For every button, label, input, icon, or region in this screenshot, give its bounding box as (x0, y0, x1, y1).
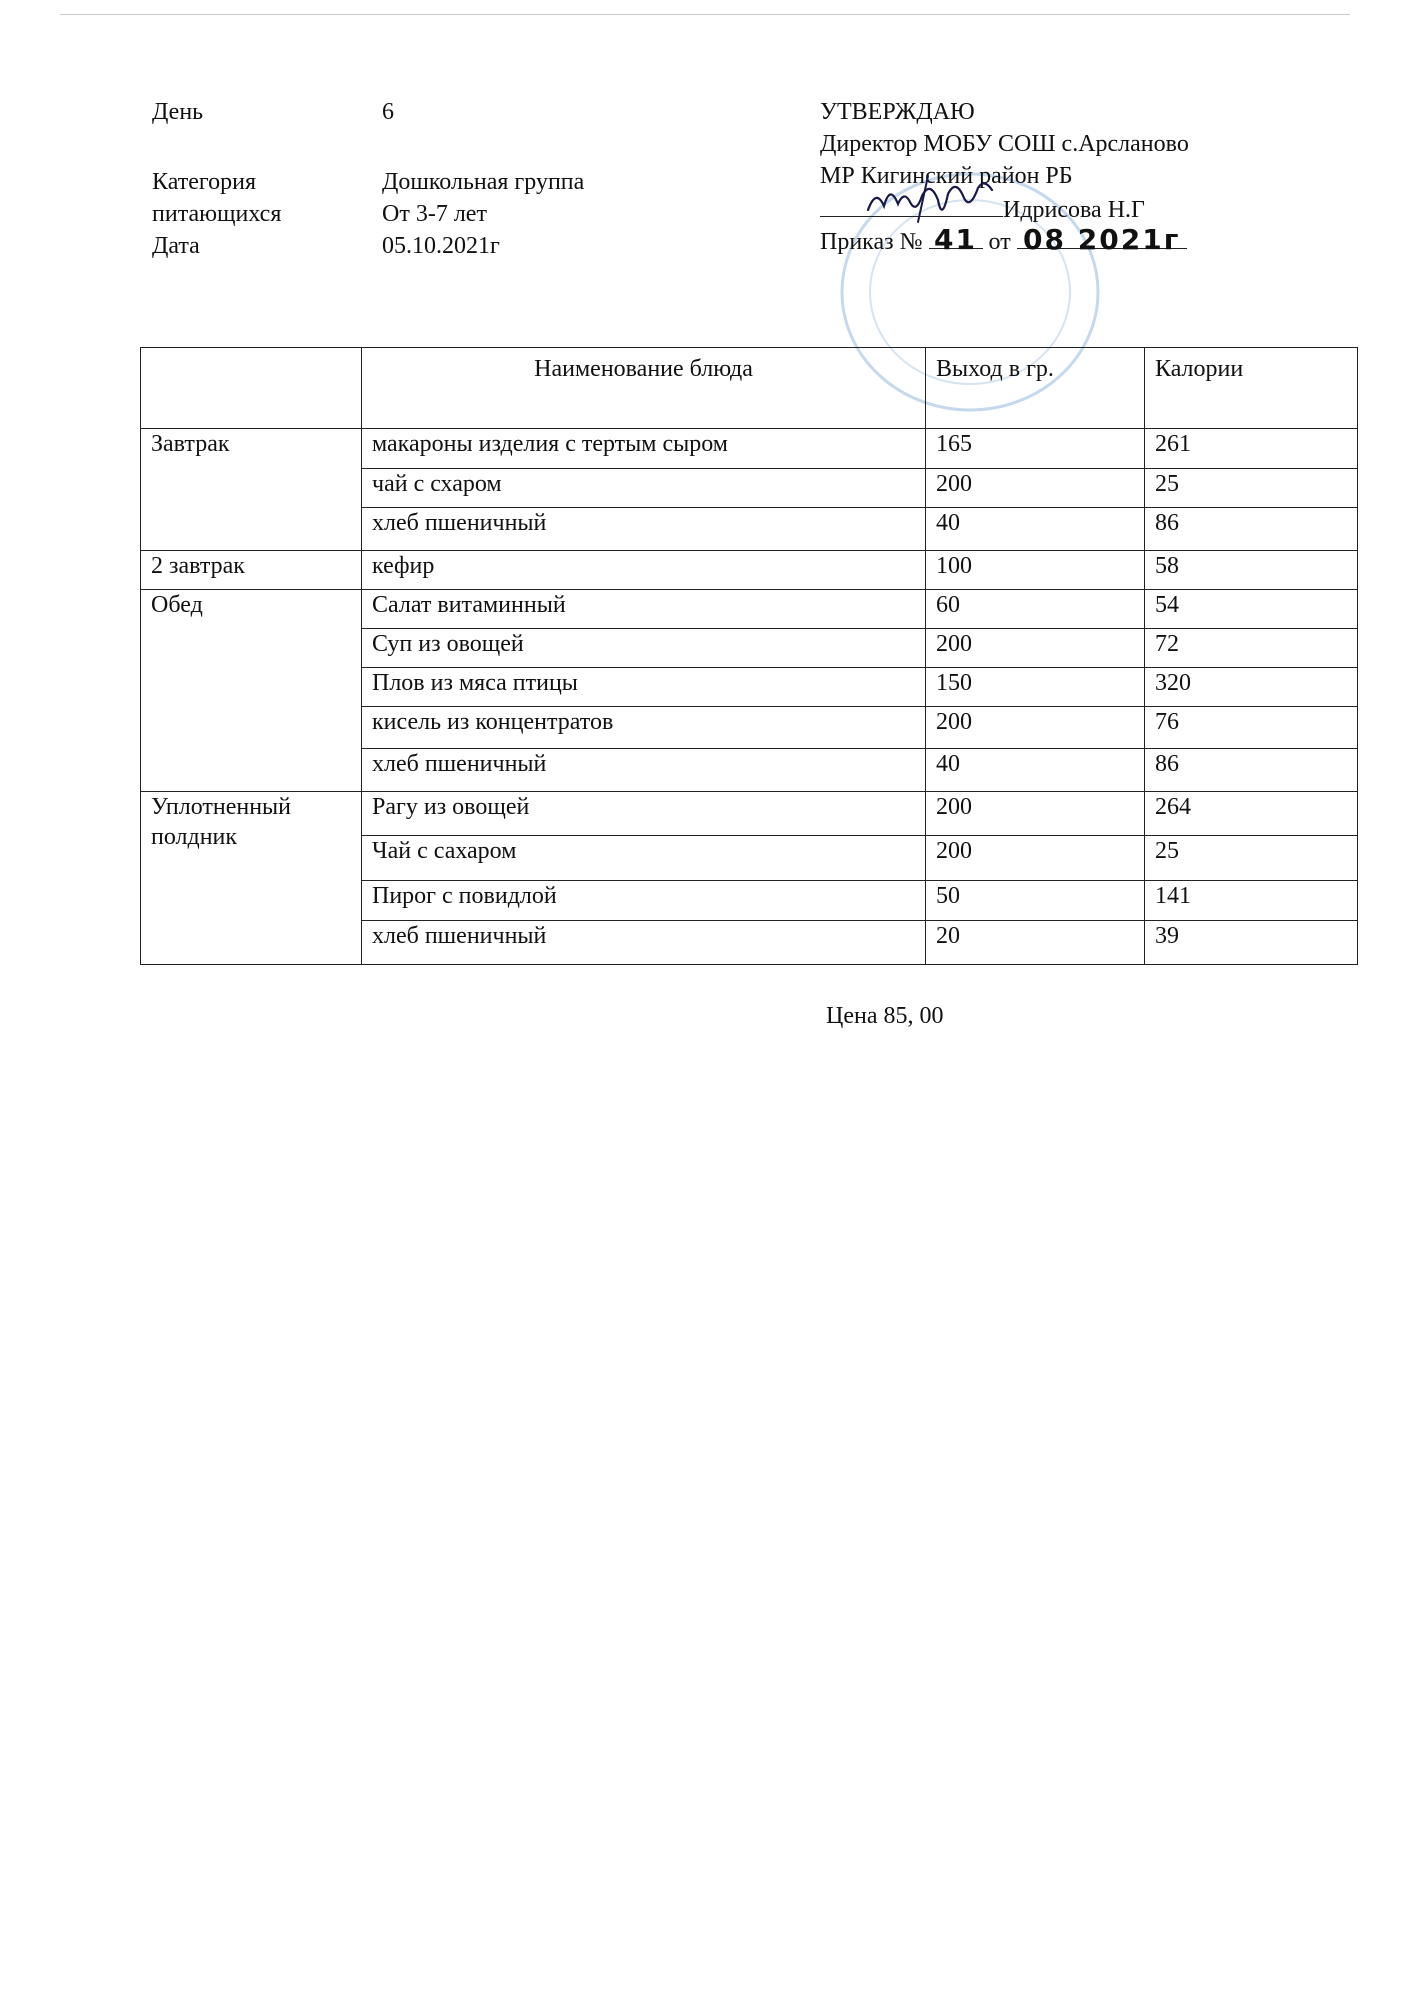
table-header-row (141, 348, 1358, 429)
price: Цена 85, 00 (826, 1003, 944, 1029)
dish-calories: 76 (1145, 707, 1358, 749)
header-meal (141, 348, 362, 429)
meal-name: Завтрак (141, 429, 362, 551)
meal-name: Обед (141, 590, 362, 792)
dish-weight: 150 (926, 668, 1145, 707)
header-calories: Калории (1145, 348, 1358, 429)
order-date: 08 2021г (1017, 224, 1187, 249)
dish-calories: 141 (1145, 881, 1358, 921)
dish-name: Суп из овощей (362, 629, 926, 668)
category-value-line2: От 3-7 лет (382, 201, 487, 227)
dish-calories: 264 (1145, 792, 1358, 836)
dish-name: хлеб пшеничный (362, 921, 926, 965)
category-label-line2: питающихся (152, 201, 282, 227)
dish-weight: 60 (926, 590, 1145, 629)
scan-edge-line (60, 14, 1350, 15)
table-row (141, 792, 1358, 836)
approval-title: УТВЕРЖДАЮ (820, 99, 975, 125)
dish-weight: 200 (926, 469, 1145, 508)
day-value: 6 (382, 99, 394, 125)
dish-name: кисель из концентратов (362, 707, 926, 749)
table-row (141, 590, 1358, 629)
dish-weight: 200 (926, 629, 1145, 668)
dish-calories: 261 (1145, 429, 1358, 469)
dish-calories: 39 (1145, 921, 1358, 965)
dish-name: Чай с сахаром (362, 836, 926, 881)
dish-name: хлеб пшеничный (362, 749, 926, 792)
dish-name: макароны изделия с тертым сыром (362, 429, 926, 469)
table-row (141, 429, 1358, 469)
order-number: 41 (929, 224, 983, 249)
dish-name: хлеб пшеничный (362, 508, 926, 551)
dish-weight: 200 (926, 792, 1145, 836)
dish-name: чай с схаром (362, 469, 926, 508)
header-weight: Выход в гр. (926, 348, 1145, 429)
dish-weight: 50 (926, 881, 1145, 921)
signatory-name: Идрисова Н.Г (1003, 197, 1145, 223)
dish-name: Салат витаминный (362, 590, 926, 629)
header-dish: Наименование блюда (362, 348, 926, 429)
meal-name: Уплотненный полдник (141, 792, 362, 965)
date-value: 05.10.2021г (382, 233, 500, 259)
dish-weight: 100 (926, 551, 1145, 590)
dish-weight: 20 (926, 921, 1145, 965)
dish-calories: 86 (1145, 508, 1358, 551)
dish-calories: 58 (1145, 551, 1358, 590)
approval-director: Директор МОБУ СОШ с.Арсланово (820, 131, 1189, 157)
order-from-label: от (988, 229, 1011, 255)
dish-calories: 25 (1145, 836, 1358, 881)
approval-district: МР Кигинский район РБ (820, 163, 1073, 189)
dish-weight: 200 (926, 836, 1145, 881)
dish-name: Рагу из овощей (362, 792, 926, 836)
dish-weight: 200 (926, 707, 1145, 749)
table-row (141, 551, 1358, 590)
dish-name: кефир (362, 551, 926, 590)
dish-calories: 72 (1145, 629, 1358, 668)
dish-weight: 165 (926, 429, 1145, 469)
dish-calories: 320 (1145, 668, 1358, 707)
meal-name: 2 завтрак (141, 551, 362, 590)
dish-weight: 40 (926, 508, 1145, 551)
dish-name: Плов из мяса птицы (362, 668, 926, 707)
menu-table (140, 347, 1358, 965)
date-label: Дата (152, 233, 200, 259)
dish-calories: 86 (1145, 749, 1358, 792)
category-label-line1: Категория (152, 169, 256, 195)
dish-weight: 40 (926, 749, 1145, 792)
dish-calories: 54 (1145, 590, 1358, 629)
day-label: День (152, 99, 204, 125)
director-signature (858, 170, 1008, 230)
category-value-line1: Дошкольная группа (382, 169, 585, 195)
dish-calories: 25 (1145, 469, 1358, 508)
dish-name: Пирог с повидлой (362, 881, 926, 921)
order-label: Приказ № (820, 229, 923, 255)
